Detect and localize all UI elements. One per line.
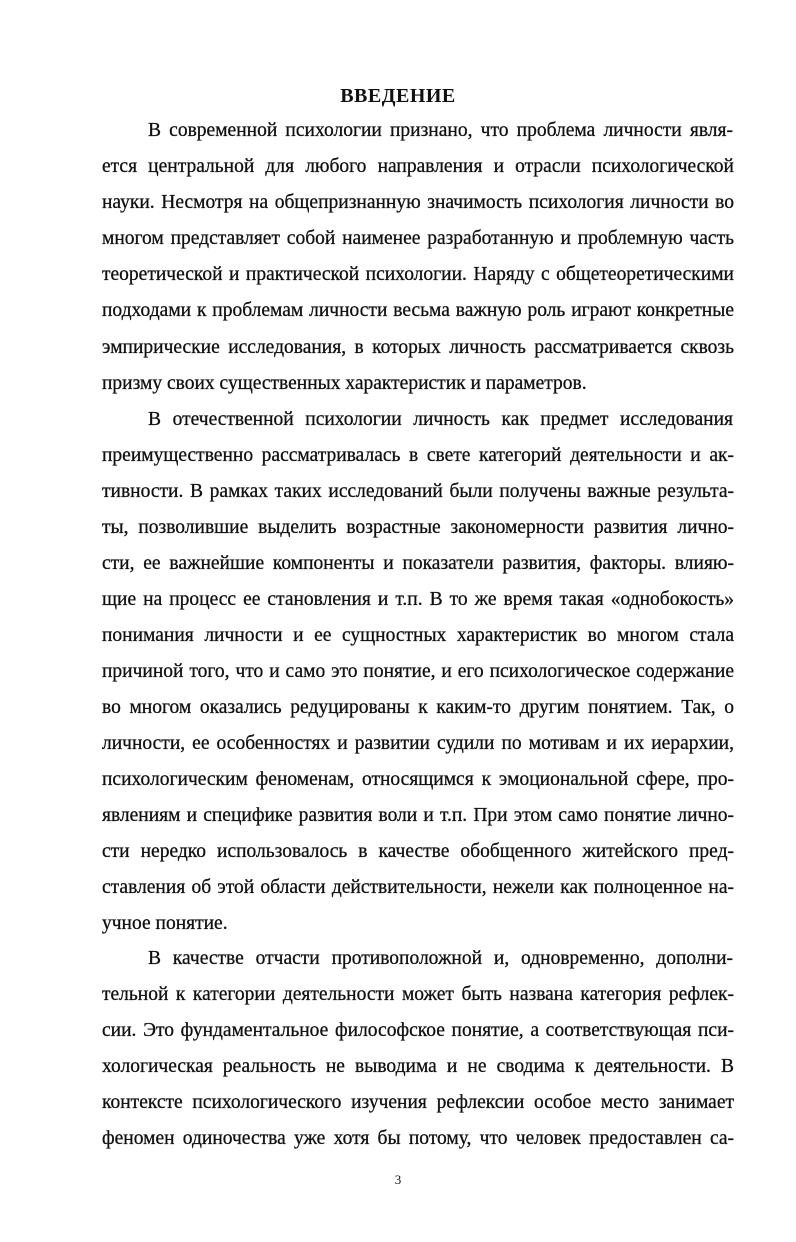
text-line: науки. Несмотря на общепризнанную значимость психология личности во [102, 192, 734, 213]
text-line: теоретической и практической психологии. Наряду с общетеоретическими [102, 264, 734, 285]
text-line: тельной к категории деятельности может быть названа категория рефлек- [102, 984, 734, 1005]
text-line: психологическим феноменам, относящимся к эмоциональной сфере, про- [102, 769, 734, 790]
text-line: многом представляет собой наименее разработанную и проблемную часть [102, 228, 734, 249]
text-line: причиной того, что и само это понятие, и его психологическое содержание [102, 661, 734, 682]
text-line: В качестве отчасти противоположной и, одновременно, дополни- [148, 948, 733, 969]
text-line: феномен одиночества уже хотя бы потому, что человек предоставлен са- [102, 1128, 734, 1149]
text-line: сии. Это фундаментальное философское понятие, а соответствующая пси- [102, 1020, 734, 1041]
text-line: сти нередко использовалось в качестве обобщенного житейского пред- [102, 841, 734, 862]
page-number: 3 [394, 1172, 402, 1187]
text-line: эмпирические исследования, в которых личность рассматривается сквозь [102, 337, 734, 358]
text-line: преимущественно рассматривалась в свете категорий деятельности и ак- [102, 445, 734, 466]
text-line: тивности. В рамках таких исследований были получены важные результа- [102, 481, 734, 502]
text-line: явлениям и специфике развития воли и т.п. При этом само понятие лично- [102, 805, 734, 826]
page-title: ВВЕДЕНИЕ [340, 85, 456, 107]
text-line: сти, ее важнейшие компоненты и показатели развития, факторы. влияю- [102, 553, 734, 574]
text-line: учное понятие. [102, 913, 228, 934]
text-line: ты, позволившие выделить возрастные закономерности развития лично- [102, 517, 734, 538]
text-line: В отечественной психологии личность как предмет исследования [148, 409, 733, 430]
text-line: контексте психологического изучения рефлексии особое место занимает [102, 1092, 734, 1113]
text-line: во многом оказались редуцированы к каким-то другим понятием. Так, о [102, 697, 734, 718]
text-line: призму своих существенных характеристик и параметров. [102, 373, 587, 394]
text-line: В современной психологии признано, что проблема личности явля- [148, 120, 733, 141]
text-line: ставления об этой области действительности, нежели как полноценное на- [102, 877, 734, 898]
text-line: понимания личности и ее сущностных характеристик во многом стала [102, 625, 734, 646]
text-line: ется центральной для любого направления и отрасли психологической [102, 156, 734, 177]
text-line: щие на процесс ее становления и т.п. В то же время такая «однобокость» [102, 589, 734, 610]
text-line: личности, ее особенностях и развитии судили по мотивам и их иерархии, [102, 733, 734, 754]
text-line: подходами к проблемам личности весьма важную роль играют конкретные [102, 300, 734, 321]
text-line: хологическая реальность не выводима и не сводима к деятельности. В [102, 1056, 734, 1077]
